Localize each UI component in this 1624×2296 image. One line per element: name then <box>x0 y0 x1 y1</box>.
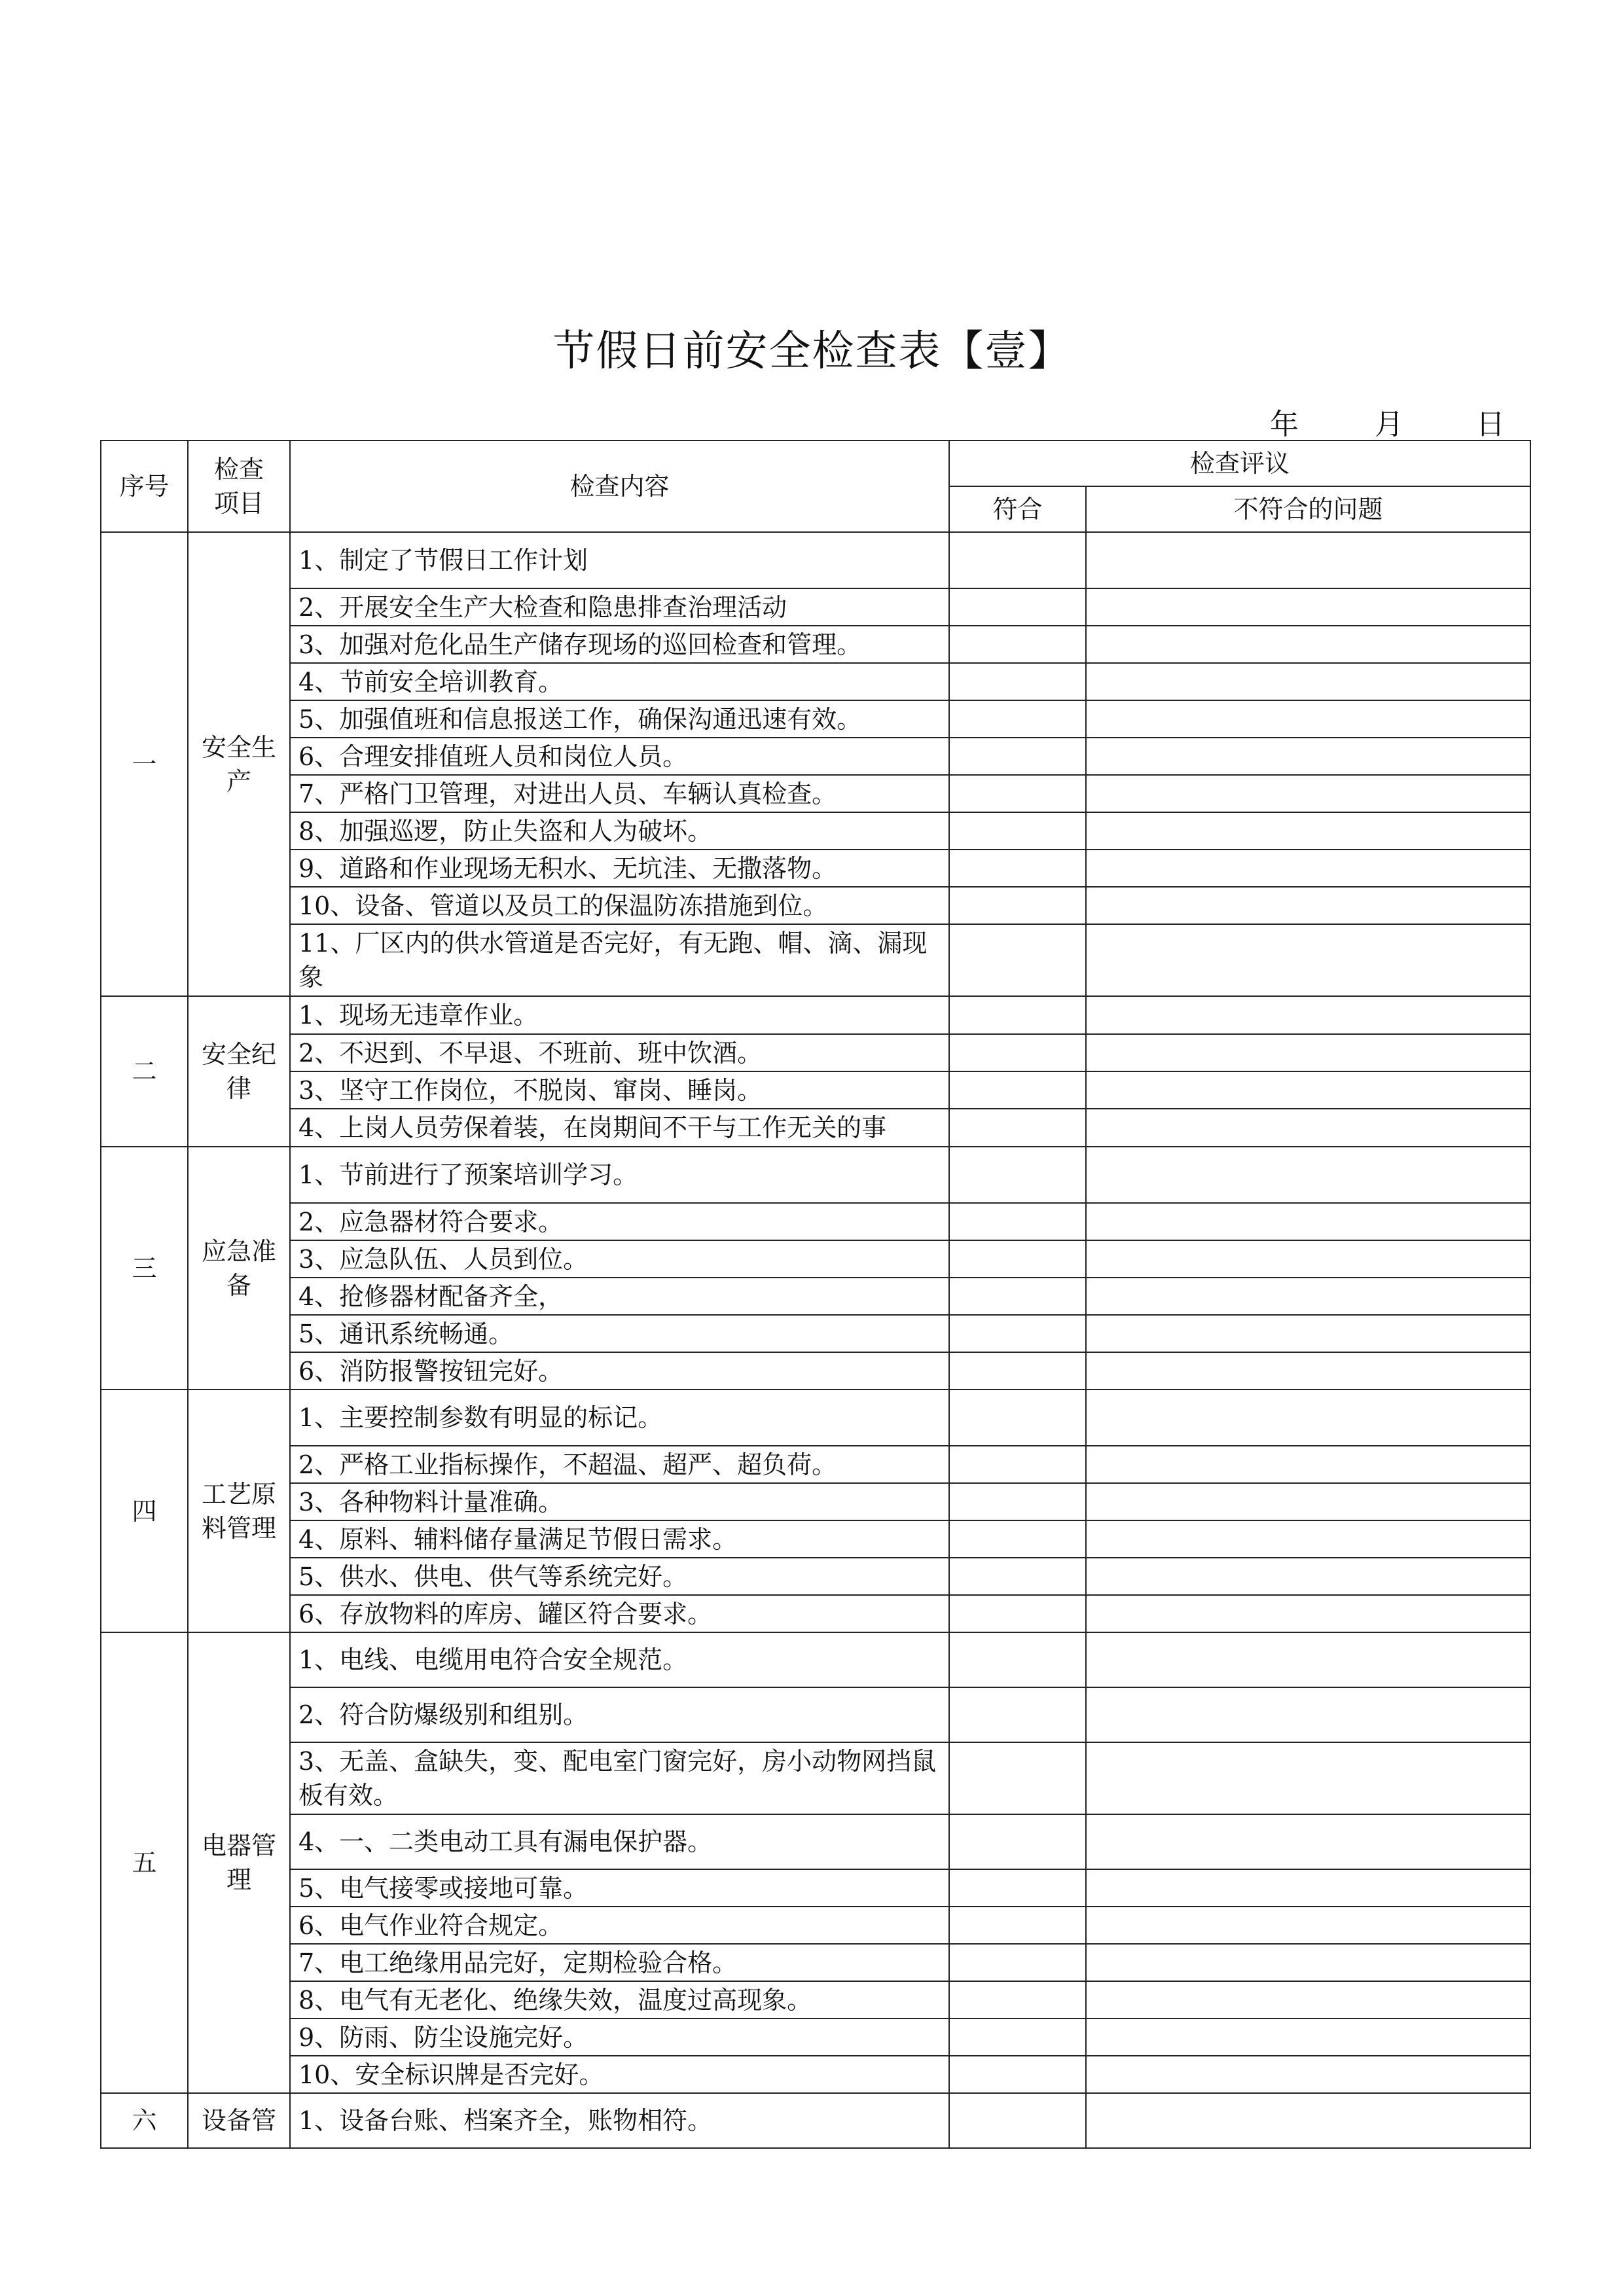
table-row <box>101 1520 1530 1558</box>
section-category: 应急准 备 <box>188 1147 290 1390</box>
table-row <box>101 2056 1530 2093</box>
conform-cell[interactable] <box>949 1071 1086 1109</box>
issue-cell[interactable] <box>1086 738 1530 775</box>
section-index: 四 <box>101 1390 188 1632</box>
conform-cell[interactable] <box>949 996 1086 1034</box>
table-row <box>101 1240 1530 1278</box>
check-item: 2、应急器材符合要求。 <box>290 1203 949 1240</box>
table-row <box>101 1687 1530 1742</box>
check-item: 2、严格工业指标操作，不超温、超严、超负荷。 <box>290 1446 949 1483</box>
check-item: 4、一、二类电动工具有漏电保护器。 <box>290 1814 949 1869</box>
conform-cell[interactable] <box>949 1687 1086 1742</box>
check-item: 6、电气作业符合规定。 <box>290 1907 949 1944</box>
date-month-label: 月 <box>1375 408 1403 441</box>
table-row <box>101 1446 1530 1483</box>
conform-cell[interactable] <box>949 1034 1086 1071</box>
check-item: 7、电工绝缘用品完好，定期检验合格。 <box>290 1944 949 1981</box>
check-item: 9、道路和作业现场无积水、无坑洼、无撒落物。 <box>290 850 949 887</box>
table-row <box>101 1869 1530 1907</box>
issue-cell[interactable] <box>1086 887 1530 924</box>
issue-cell[interactable] <box>1086 1240 1530 1278</box>
table-row <box>101 588 1530 626</box>
table-row <box>101 1315 1530 1352</box>
issue-cell[interactable] <box>1086 1687 1530 1742</box>
conform-cell[interactable] <box>949 1147 1086 1203</box>
check-item: 2、符合防爆级别和组别。 <box>290 1687 949 1742</box>
section-category: 工艺原 料管理 <box>188 1390 290 1632</box>
issue-cell[interactable] <box>1086 1071 1530 1109</box>
check-item: 4、原料、辅料储存量满足节假日需求。 <box>290 1520 949 1558</box>
check-item: 3、加强对危化品生产储存现场的巡回检查和管理。 <box>290 626 949 663</box>
table-row <box>101 1483 1530 1520</box>
section-category: 安全纪 律 <box>188 996 290 1147</box>
issue-cell[interactable] <box>1086 588 1530 626</box>
issue-cell[interactable] <box>1086 1742 1530 1814</box>
issue-cell[interactable] <box>1086 812 1530 850</box>
check-item: 11、厂区内的供水管道是否完好，有无跑、帽、滴、漏现象 <box>290 924 949 996</box>
issue-cell[interactable] <box>1086 1109 1530 1147</box>
conform-cell[interactable] <box>949 1558 1086 1595</box>
check-item: 8、电气有无老化、绝缘失效，温度过高现象。 <box>290 1981 949 2018</box>
table-row <box>101 1595 1530 1632</box>
section-index: 二 <box>101 996 188 1147</box>
header-content: 检查内容 <box>290 440 949 532</box>
issue-cell[interactable] <box>1086 1352 1530 1390</box>
conform-cell[interactable] <box>949 1109 1086 1147</box>
conform-cell[interactable] <box>949 2056 1086 2093</box>
check-item: 1、现场无违章作业。 <box>290 996 949 1034</box>
conform-cell[interactable] <box>949 1595 1086 1632</box>
check-item: 1、制定了节假日工作计划 <box>290 532 949 588</box>
issue-cell[interactable] <box>1086 1595 1530 1632</box>
conform-cell[interactable] <box>949 1632 1086 1687</box>
conform-cell[interactable] <box>949 532 1086 588</box>
check-item: 1、电线、电缆用电符合安全规范。 <box>290 1632 949 1687</box>
issue-cell[interactable] <box>1086 1907 1530 1944</box>
conform-cell[interactable] <box>949 2018 1086 2056</box>
conform-cell[interactable] <box>949 1814 1086 1869</box>
issue-cell[interactable] <box>1086 1558 1530 1595</box>
check-item: 2、不迟到、不早退、不班前、班中饮酒。 <box>290 1034 949 1071</box>
check-item: 3、各种物料计量准确。 <box>290 1483 949 1520</box>
section-category: 安全生 产 <box>188 532 290 996</box>
check-item: 4、抢修器材配备齐全， <box>290 1278 949 1315</box>
table-row <box>101 1981 1530 2018</box>
section-category: 电器管 理 <box>188 1632 290 2093</box>
date-year-label: 年 <box>1270 408 1299 441</box>
table-row <box>101 1278 1530 1315</box>
issue-cell[interactable] <box>1086 1147 1530 1203</box>
conform-cell[interactable] <box>949 887 1086 924</box>
table-row <box>101 1558 1530 1595</box>
issue-cell[interactable] <box>1086 775 1530 812</box>
check-item: 10、安全标识牌是否完好。 <box>290 2056 949 2093</box>
issue-cell[interactable] <box>1086 663 1530 700</box>
table-row <box>101 850 1530 887</box>
issue-cell[interactable] <box>1086 2018 1530 2056</box>
header-conform: 符合 <box>949 486 1086 532</box>
check-item: 6、合理安排值班人员和岗位人员。 <box>290 738 949 775</box>
section-index: 五 <box>101 1632 188 2093</box>
conform-cell[interactable] <box>949 1907 1086 1944</box>
date-day-label: 日 <box>1476 408 1505 441</box>
conform-cell[interactable] <box>949 626 1086 663</box>
table-row <box>101 1742 1530 1814</box>
conform-cell[interactable] <box>949 812 1086 850</box>
conform-cell[interactable] <box>949 1240 1086 1278</box>
table-row <box>101 2018 1530 2056</box>
conform-cell[interactable] <box>949 1944 1086 1981</box>
conform-cell[interactable] <box>949 2093 1086 2148</box>
check-item: 10、设备、管道以及员工的保温防冻措施到位。 <box>290 887 949 924</box>
check-item: 4、上岗人员劳保着装，在岗期间不干与工作无关的事 <box>290 1109 949 1147</box>
issue-cell[interactable] <box>1086 1520 1530 1558</box>
conform-cell[interactable] <box>949 1352 1086 1390</box>
table-row <box>101 1907 1530 1944</box>
issue-cell[interactable] <box>1086 1483 1530 1520</box>
conform-cell[interactable] <box>949 1483 1086 1520</box>
table-row <box>101 2093 1530 2148</box>
check-item: 1、主要控制参数有明显的标记。 <box>290 1390 949 1446</box>
issue-cell[interactable] <box>1086 1034 1530 1071</box>
table-row <box>101 1203 1530 1240</box>
table-row <box>101 1109 1530 1147</box>
conform-cell[interactable] <box>949 700 1086 738</box>
table-row <box>101 812 1530 850</box>
check-item: 1、设备台账、档案齐全，账物相符。 <box>290 2093 949 2148</box>
conform-cell[interactable] <box>949 1520 1086 1558</box>
check-item: 7、严格门卫管理，对进出人员、车辆认真检查。 <box>290 775 949 812</box>
issue-cell[interactable] <box>1086 1632 1530 1687</box>
issue-cell[interactable] <box>1086 1278 1530 1315</box>
issue-cell[interactable] <box>1086 2056 1530 2093</box>
table-row <box>101 532 1530 588</box>
conform-cell[interactable] <box>949 1869 1086 1907</box>
conform-cell[interactable] <box>949 738 1086 775</box>
issue-cell[interactable] <box>1086 700 1530 738</box>
issue-cell[interactable] <box>1086 924 1530 996</box>
table-row <box>101 1632 1530 1687</box>
issue-cell[interactable] <box>1086 1869 1530 1907</box>
issue-cell[interactable] <box>1086 1203 1530 1240</box>
issue-cell[interactable] <box>1086 1981 1530 2018</box>
table-row <box>101 1352 1530 1390</box>
check-item: 1、节前进行了预案培训学习。 <box>290 1147 949 1203</box>
conform-cell[interactable] <box>949 924 1086 996</box>
issue-cell[interactable] <box>1086 532 1530 588</box>
conform-cell[interactable] <box>949 1981 1086 2018</box>
table-row <box>101 1147 1530 1203</box>
check-item: 3、应急队伍、人员到位。 <box>290 1240 949 1278</box>
check-item: 9、防雨、防尘设施完好。 <box>290 2018 949 2056</box>
check-item: 8、加强巡逻，防止失盗和人为破坏。 <box>290 812 949 850</box>
table-row <box>101 663 1530 700</box>
conform-cell[interactable] <box>949 775 1086 812</box>
table-row <box>101 626 1530 663</box>
conform-cell[interactable] <box>949 850 1086 887</box>
inspection-table <box>100 440 1531 2149</box>
table-row <box>101 775 1530 812</box>
table-row <box>101 1814 1530 1869</box>
table-row <box>101 700 1530 738</box>
section-index: 一 <box>101 532 188 996</box>
issue-cell[interactable] <box>1086 1315 1530 1352</box>
conform-cell[interactable] <box>949 1446 1086 1483</box>
issue-cell[interactable] <box>1086 1814 1530 1869</box>
header-issues: 不符合的问题 <box>1086 486 1530 532</box>
check-item: 5、加强值班和信息报送工作，确保沟通迅速有效。 <box>290 700 949 738</box>
conform-cell[interactable] <box>949 1390 1086 1446</box>
table-row <box>101 924 1530 996</box>
conform-cell[interactable] <box>949 1203 1086 1240</box>
check-item: 2、开展安全生产大检查和隐患排查治理活动 <box>290 588 949 626</box>
conform-cell[interactable] <box>949 1742 1086 1814</box>
conform-cell[interactable] <box>949 663 1086 700</box>
issue-cell[interactable] <box>1086 626 1530 663</box>
check-item: 5、通讯系统畅通。 <box>290 1315 949 1352</box>
table-row <box>101 1071 1530 1109</box>
check-item: 3、无盖、盒缺失，变、配电室门窗完好，房小动物网挡鼠板有效。 <box>290 1742 949 1814</box>
issue-cell[interactable] <box>1086 1446 1530 1483</box>
check-item: 3、坚守工作岗位，不脱岗、窜岗、睡岗。 <box>290 1071 949 1109</box>
check-item: 5、电气接零或接地可靠。 <box>290 1869 949 1907</box>
check-item: 4、节前安全培训教育。 <box>290 663 949 700</box>
table-row <box>101 738 1530 775</box>
issue-cell[interactable] <box>1086 1390 1530 1446</box>
conform-cell[interactable] <box>949 1315 1086 1352</box>
section-category: 设备管 <box>188 2093 290 2148</box>
issue-cell[interactable] <box>1086 996 1530 1034</box>
section-index: 六 <box>101 2093 188 2148</box>
check-item: 6、消防报警按钮完好。 <box>290 1352 949 1390</box>
table-row <box>101 1390 1530 1446</box>
header-category: 检查 项目 <box>188 440 290 532</box>
page-title: 节假日前安全检查表【壹】 <box>552 327 1072 376</box>
table-row <box>101 887 1530 924</box>
conform-cell[interactable] <box>949 1278 1086 1315</box>
table-row <box>101 1034 1530 1071</box>
section-index: 三 <box>101 1147 188 1390</box>
table-row <box>101 996 1530 1034</box>
header-index: 序号 <box>101 440 188 532</box>
conform-cell[interactable] <box>949 588 1086 626</box>
check-item: 6、存放物料的库房、罐区符合要求。 <box>290 1595 949 1632</box>
issue-cell[interactable] <box>1086 850 1530 887</box>
header-evaluation: 检查评议 <box>949 440 1530 486</box>
check-item: 5、供水、供电、供气等系统完好。 <box>290 1558 949 1595</box>
issue-cell[interactable] <box>1086 1944 1530 1981</box>
issue-cell[interactable] <box>1086 2093 1530 2148</box>
table-row <box>101 1944 1530 1981</box>
